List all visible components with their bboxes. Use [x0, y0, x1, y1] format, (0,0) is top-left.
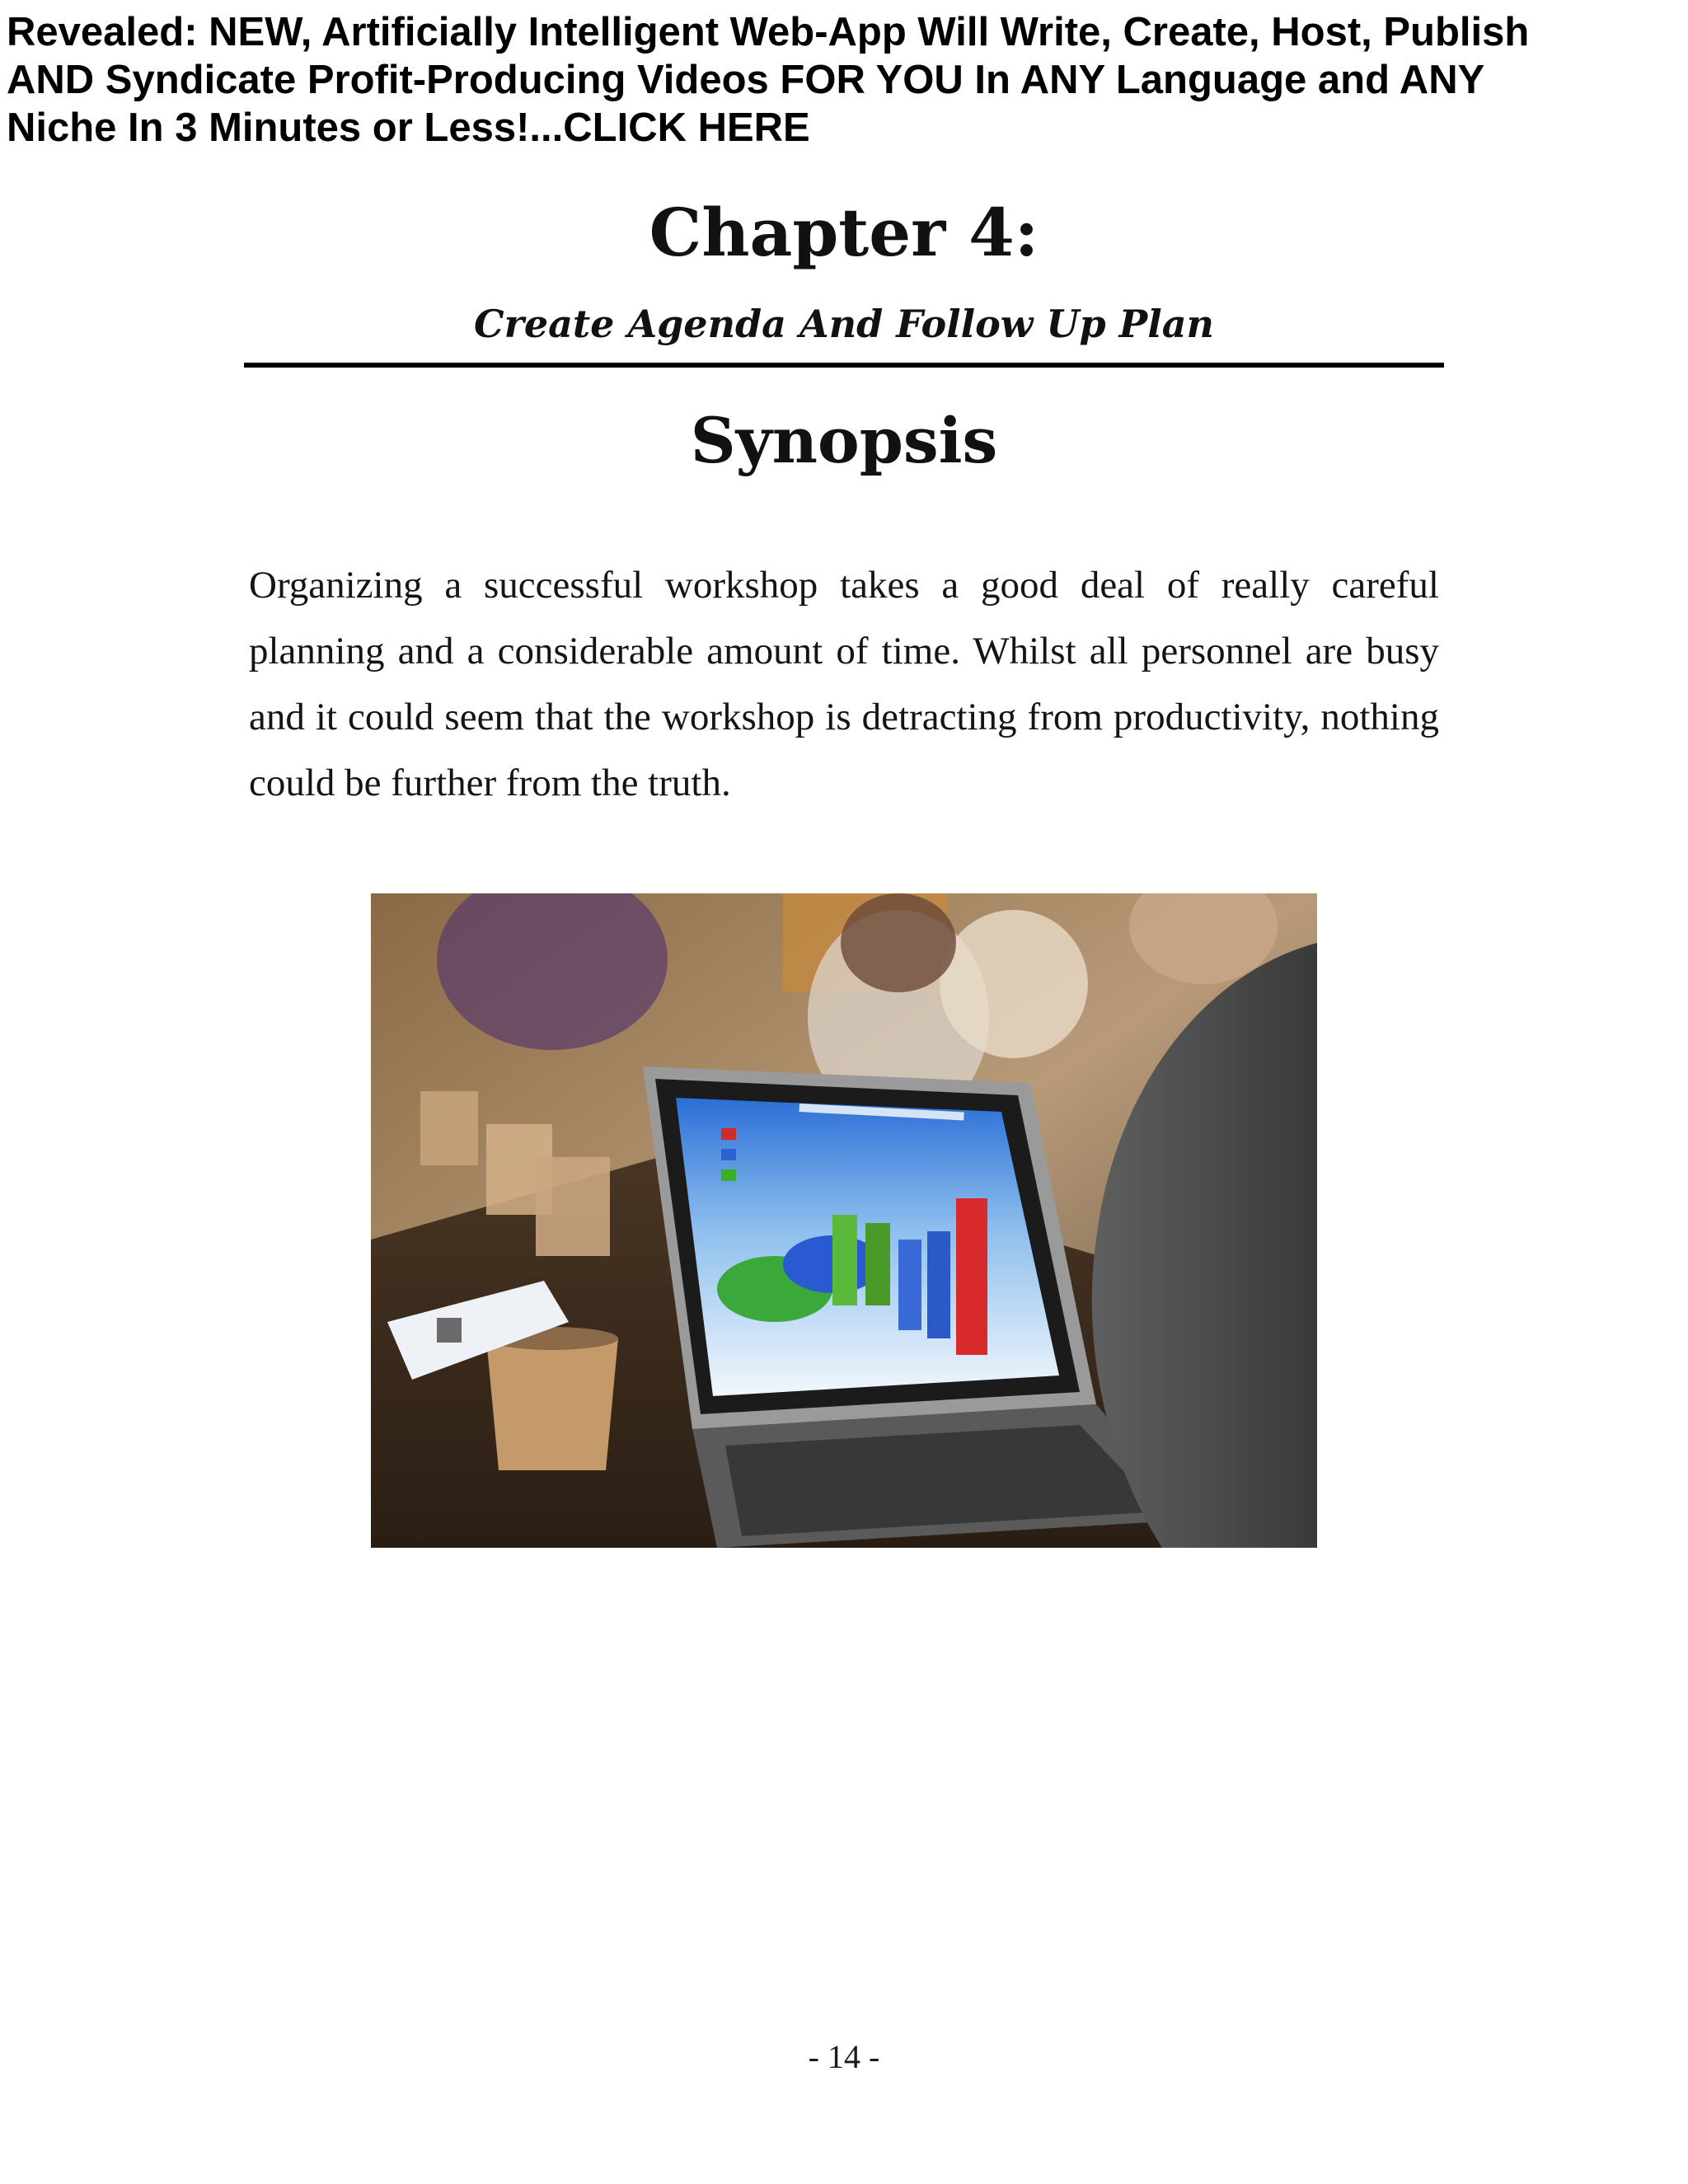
photo-illustration	[371, 893, 1317, 1548]
chapter-subtitle: Create Agenda And Follow Up Plan	[474, 302, 1214, 346]
title-divider	[244, 363, 1444, 368]
workshop-laptop-photo	[371, 893, 1317, 1548]
body-paragraph: Organizing a successful workshop takes a good deal of really careful planning and a considerable amount of time. Whilst all personnel are busy and it could seem that the workshop is detracting from productivity, nothing could be further from the truth.	[249, 564, 1439, 804]
section-heading: Synopsis	[690, 404, 998, 477]
chapter-title: Chapter 4:	[649, 194, 1039, 271]
promo-link[interactable]: Revealed: NEW, Artificially Intelligent Web-App Will Write, Create, Host, Publish AND Syndicate Profit-Producing Videos FOR YOU In ANY Language and ANY Niche In 3 Minutes or Less!...CLICK HERE	[7, 10, 1530, 150]
page-number: - 14 -	[808, 2038, 880, 2075]
